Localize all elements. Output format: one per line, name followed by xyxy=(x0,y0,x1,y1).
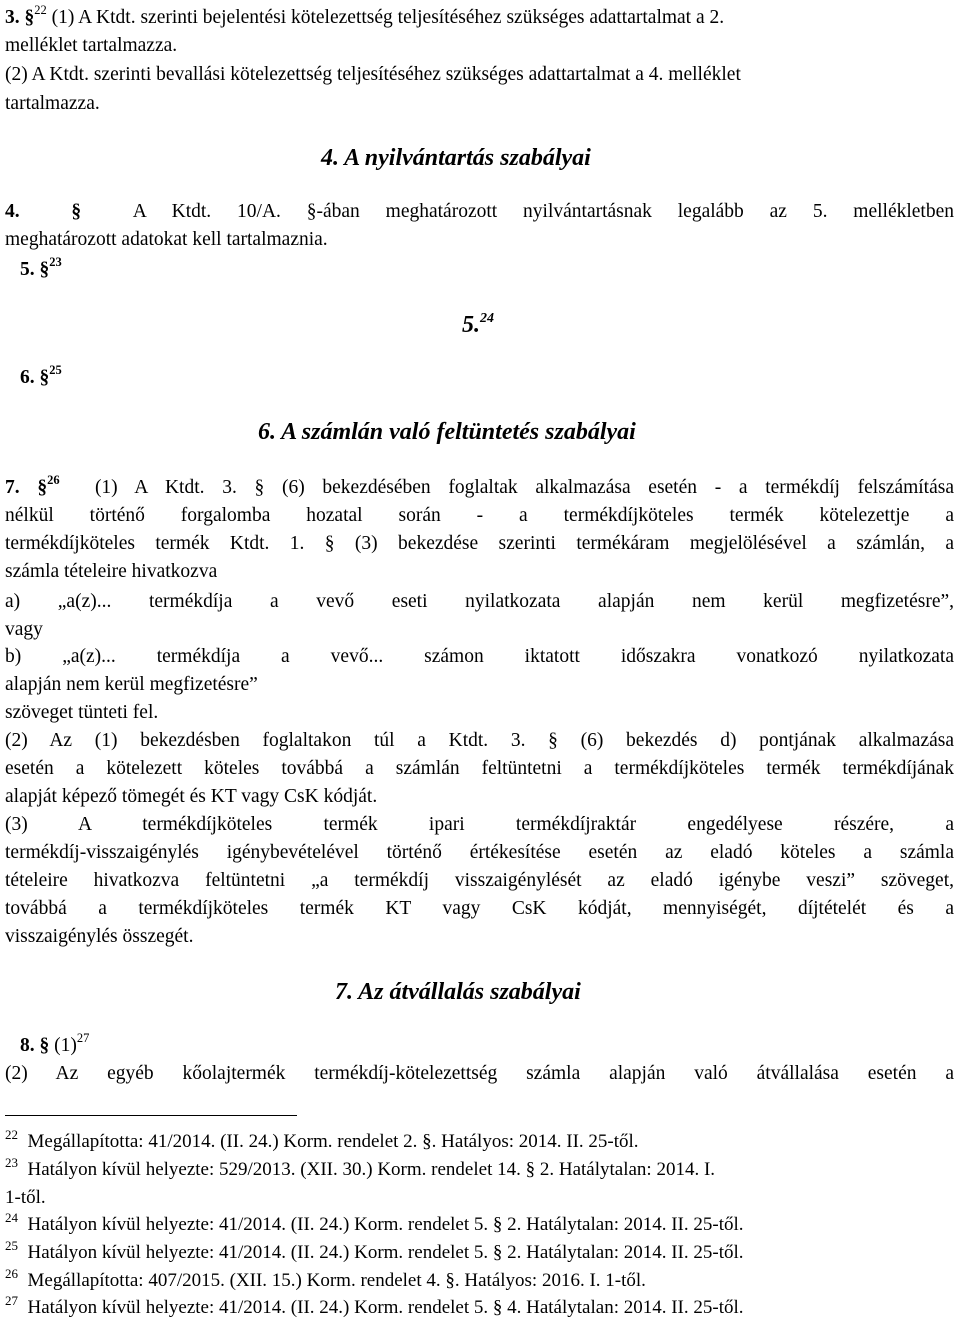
footnote-27 xyxy=(5,1293,744,1319)
section-7-text-1: (1) A Ktdt. 3. § (6) bekezdésében foglaltak alkalmazása esetén - a termékdíj felszámítása xyxy=(94,477,954,498)
section-7-point-a-1: a) „a(z)... termékdíja a vevő eseti nyilatkozata alapján nem kerül megfizetésre”, xyxy=(5,591,954,612)
section-8-para-2-line-1: (2) Az egyéb kőolajtermék termékdíj-kötelezettség számla alapján való átvállalása esetén a xyxy=(5,1063,954,1084)
section-8-sign: § xyxy=(39,1035,50,1056)
section-7-text-4: számla tételeire hivatkozva xyxy=(5,561,218,582)
footnote-26-number: 26 xyxy=(5,1266,18,1281)
footnote-ref-24[interactable]: 24 xyxy=(480,311,494,326)
section-7-para-2-line-2: esetén a kötelezett köteles továbbá a számlán feltüntetni a termékdíjköteles termék termékdíjának xyxy=(5,758,954,779)
footnote-23-text: Hatályon kívül helyezte: 529/2013. (XII. 30.) Korm. rendelet 14. § 2. Hatálytalan: 2014. I. xyxy=(27,1159,716,1180)
footnote-27-number: 27 xyxy=(5,1293,18,1308)
section-7-text-3: termékdíjköteles termék Ktdt. 1. § (3) bekezdése szerinti termékáram megjelölésével a számlán, a xyxy=(5,533,954,554)
heading-chapter-5-number: 5. xyxy=(462,312,480,338)
section-4-text-2: meghatározott adatokat kell tartalmaznia. xyxy=(5,229,328,250)
footnote-25-text: Hatályon kívül helyezte: 41/2014. (II. 24.) Korm. rendelet 5. § 2. Hatálytalan: 2014. II. 25-től. xyxy=(27,1242,744,1263)
section-6 xyxy=(20,363,62,390)
footnote-27-text: Hatályon kívül helyezte: 41/2014. (II. 24.) Korm. rendelet 5. § 4. Hatálytalan: 2014. II. 25-től. xyxy=(27,1297,744,1318)
section-8-line-1 xyxy=(20,1031,90,1058)
footnote-26 xyxy=(5,1266,646,1292)
section-4-sign: § xyxy=(71,201,82,222)
footnote-25-number: 25 xyxy=(5,1238,18,1253)
footnote-ref-23[interactable]: 23 xyxy=(49,255,62,269)
section-7-text-2: nélkül történő forgalomba hozatal során - a termékdíjköteles termék kötelezettje a xyxy=(5,505,954,526)
footnote-23-continued: 1-től. xyxy=(5,1187,46,1208)
footnote-ref-25[interactable]: 25 xyxy=(49,363,62,377)
section-5-number: 5. xyxy=(20,259,35,280)
section-8-para-1-label: (1) xyxy=(54,1035,77,1056)
section-3-line-1 xyxy=(5,3,954,30)
footnote-ref-26[interactable]: 26 xyxy=(47,473,60,487)
footnote-ref-22[interactable]: 22 xyxy=(34,3,47,17)
footnote-23-number: 23 xyxy=(5,1155,18,1170)
section-7-para-3-line-3: tételeire hivatkozva feltüntetni „a termékdíj visszaigénylését az eladó igénybe veszi” szöveget, xyxy=(5,870,954,891)
section-5 xyxy=(20,255,62,282)
footnote-26-text: Megállapította: 407/2015. (XII. 15.) Korm. rendelet 4. §. Hatályos: 2016. I. 1-től. xyxy=(27,1270,646,1291)
section-7-para-2-line-3: alapját képező tömegét és KT vagy CsK kódját. xyxy=(5,786,378,807)
section-7-para-3-line-2: termékdíj-visszaigénylés igénybevételével történő értékesítése esetén az eladó köteles a számla xyxy=(5,842,954,863)
section-7-para-3-line-5: visszaigénylés összegét. xyxy=(5,926,194,947)
section-7-point-b-2: alapján nem kerül megfizetésre” xyxy=(5,674,258,695)
footnote-23 xyxy=(5,1155,716,1181)
heading-chapter-4: 4. A nyilvántartás szabályai xyxy=(321,145,591,171)
section-7-sign: § xyxy=(37,477,48,498)
footnote-24-number: 24 xyxy=(5,1210,18,1225)
footnote-separator xyxy=(5,1115,297,1116)
footnote-22 xyxy=(5,1127,639,1153)
section-3-text-2: melléklet tartalmazza. xyxy=(5,35,178,56)
section-6-sign: § xyxy=(39,367,50,388)
section-3-text-4: tartalmazza. xyxy=(5,93,100,114)
footnote-22-number: 22 xyxy=(5,1127,18,1142)
section-4-text-1: A Ktdt. 10/A. §-ában meghatározott nyilvántartásnak legalább az 5. mellékletben xyxy=(132,201,954,222)
section-5-sign: § xyxy=(39,259,50,280)
section-3-number: 3. xyxy=(5,7,20,28)
footnote-ref-27[interactable]: 27 xyxy=(76,1031,90,1045)
section-3-text-1: (1) A Ktdt. szerinti bejelentési kötelezettség teljesítéséhez szükséges adattartalmat a 2. xyxy=(51,7,725,28)
section-4-line-1 xyxy=(5,200,954,224)
section-7-para-3-line-1: (3) A termékdíjköteles termék ipari termékdíjraktár engedélyese részére, a xyxy=(5,814,954,835)
section-3-sign: § xyxy=(24,7,35,28)
section-6-number: 6. xyxy=(20,367,35,388)
section-7-text-5: szöveget tünteti fel. xyxy=(5,702,159,723)
section-3-text-3: (2) A Ktdt. szerinti bevallási kötelezettség teljesítéséhez szükséges adattartalmat a 4. melléklet xyxy=(5,64,741,85)
section-4-number: 4. xyxy=(5,201,20,222)
heading-chapter-6: 6. A számlán való feltüntetés szabályai xyxy=(258,419,636,445)
footnote-24-text: Hatályon kívül helyezte: 41/2014. (II. 24.) Korm. rendelet 5. § 2. Hatálytalan: 2014. II. 25-től. xyxy=(27,1214,744,1235)
heading-chapter-5 xyxy=(462,313,494,337)
section-7-para-3-line-4: továbbá a termékdíjköteles termék KT vagy CsK kódját, mennyiségét, díjtételét és a xyxy=(5,898,954,919)
section-7-point-b-1: b) „a(z)... termékdíja a vevő... számon iktatott időszakra vonatkozó nyilatkozata xyxy=(5,646,954,667)
section-8-number: 8. xyxy=(20,1035,35,1056)
footnote-22-text: Megállapította: 41/2014. (II. 24.) Korm. rendelet 2. §. Hatályos: 2014. II. 25-től. xyxy=(27,1131,639,1152)
section-7-line-1 xyxy=(5,473,954,500)
footnote-24 xyxy=(5,1210,744,1236)
footnote-25 xyxy=(5,1238,744,1264)
section-7-number: 7. xyxy=(5,477,20,498)
section-7-para-2-line-1: (2) Az (1) bekezdésben foglaltakon túl a Ktdt. 3. § (6) bekezdés d) pontjának alkalmazása xyxy=(5,730,954,751)
section-7-point-a-2: vagy xyxy=(5,619,43,640)
heading-chapter-7: 7. Az átvállalás szabályai xyxy=(335,979,581,1005)
